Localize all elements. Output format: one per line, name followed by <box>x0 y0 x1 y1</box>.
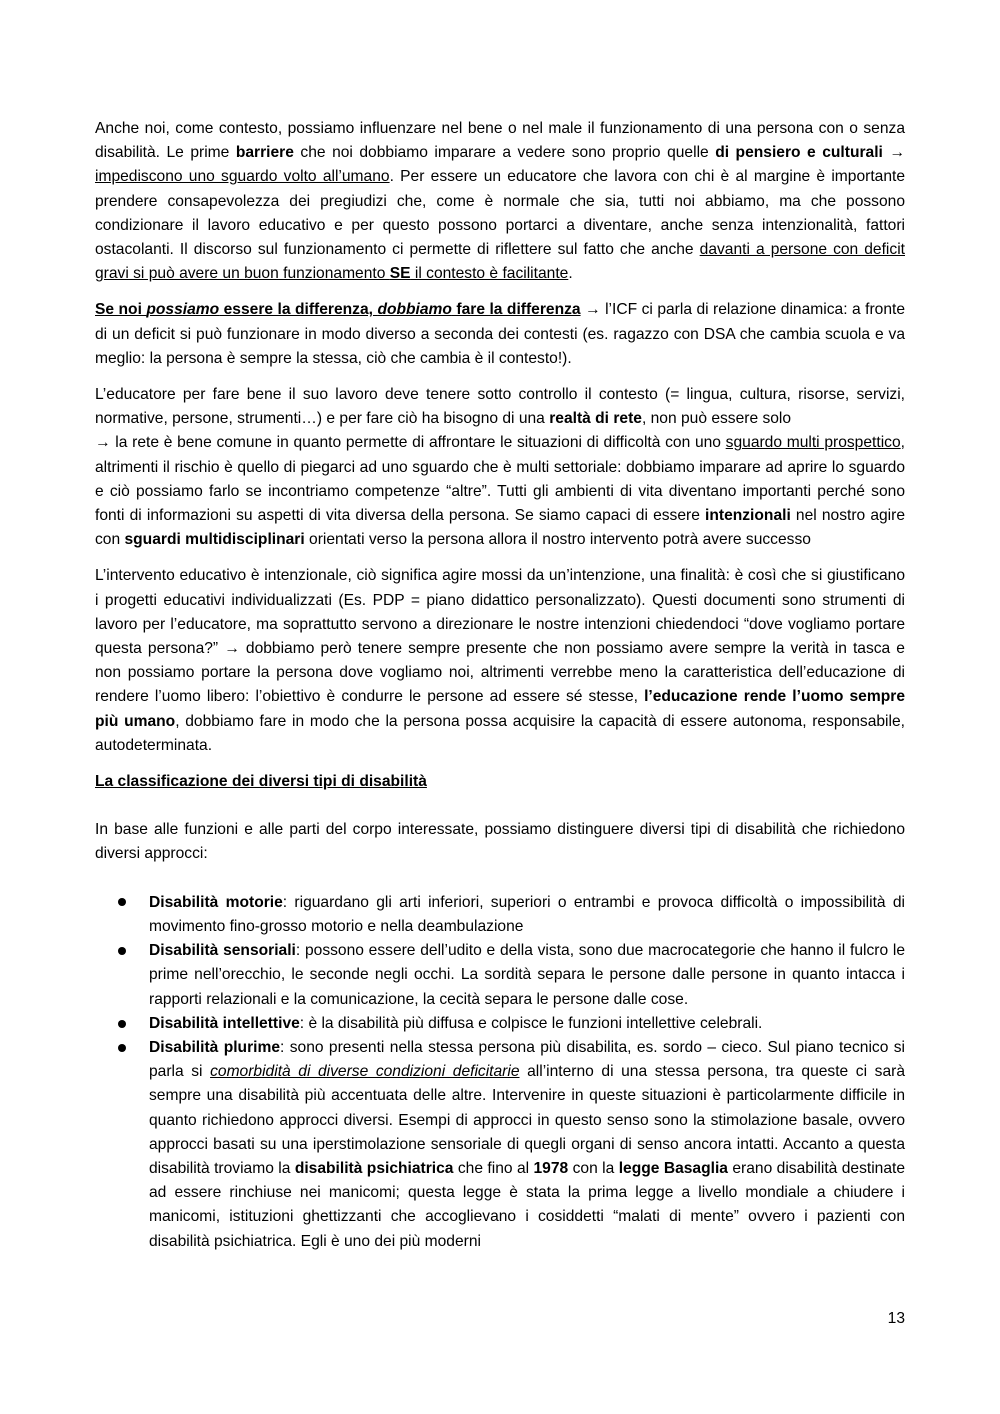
page-body <box>95 117 905 1254</box>
list-item-intellettive <box>95 1012 905 1036</box>
bold-text: l’educazione rende l’uomo sempre più umano <box>95 688 905 730</box>
underlined-text: sguardo multi prospettico <box>725 434 901 452</box>
section-title: La classificazione dei diversi tipi di disabilità <box>95 773 427 791</box>
underlined-text: il contesto è facilitante <box>410 265 569 283</box>
item-text: : sono presenti nella stessa persona più disabilita, es. sordo – cieco. Sul piano tecnico si parla si <box>149 1038 906 1081</box>
text: L’intervento educativo è intenzionale, ciò significa agire mossi da un’intenzione, una finalità: è così che si giustificano i progetti educativi individualizzati (Es. PDP = piano didattico personalizzato). Questi documenti sono strumenti di lavoro per l’educatore, ma soprattutto servono a direzionare le nostre intenzioni chiedendoci “dove vogliamo portare questa persona?” <box>95 567 905 658</box>
italic-text: possiamo <box>146 301 220 319</box>
underlined-text: davanti a persone con deficit gravi si può avere un buon funzionamento <box>95 241 905 283</box>
item-label: Disabilità motorie <box>149 893 283 911</box>
text: orientati verso la persona allora il nostro intervento potrà avere successo <box>304 531 811 549</box>
bold-text: sguardi multidisciplinari <box>124 531 305 549</box>
arrow-icon: → <box>218 640 246 658</box>
bold-text: disabilità psichiatrica <box>294 1159 454 1177</box>
bold-text: legge Basaglia <box>618 1159 728 1177</box>
page-number: 13 <box>887 1310 905 1327</box>
text: l’ICF ci parla di relazione dinamica: a fronte di un deficit si può funzionare in modo diverso a seconda dei contesti (es. ragazzo con DSA che cambia scuola e va meglio: la persona è sempre la stessa, ciò che cambia è il contesto!). <box>95 301 905 367</box>
underlined-bold-text: SE <box>389 265 411 283</box>
list-item-sensoriali <box>95 939 905 1012</box>
text: nel nostro agire con <box>95 507 905 549</box>
text: , non può essere solo <box>641 410 792 428</box>
arrow-icon: → <box>95 434 116 452</box>
text: . Per essere un educatore che lavora con chi è al margine è importante prendere consapevolezza dei pregiudizi che, come è normale che sia, tutti noi abbiamo, ma che possono condizionare il lavoro educativo e per questo possono portarci a diventare, anche senza intenzionalità, fattori ostacolanti. Il discorso sul funzionamento ci permette di riflettere sul fatto che anche <box>95 168 906 259</box>
text: , dobbiamo fare in modo che la persona possa acquisire la capacità di essere autonoma, responsabile, autodeterminata. <box>95 712 905 754</box>
item-label: Disabilità sensoriali <box>149 942 296 960</box>
text: la rete è bene comune in quanto permette di affrontare le situazioni di difficoltà con uno <box>115 434 726 452</box>
item-text: : possono essere dell’udito e della vista, sono due macrocategorie che hanno il fulcro le prime nell’orecchio, le seconde negli occhi. La sordità separa le persone dalle persone in quanto intacca i rapporti relazionali e la comunicazione, la cecità separa le persone dalle cose. <box>149 942 906 1008</box>
text: dobbiamo però tenere sempre presente che non possiamo avere sempre la verità in tasca e non possiamo portare la persona dove vogliamo noi, altrimenti verrebbe meno la caratteristica dell’educazione di rendere l’uomo libero: l’obiettivo è condurre le persone ad essere sé stesse, <box>95 640 905 706</box>
paragraph-context-barriers <box>95 117 905 286</box>
section-intro: In base alle funzioni e alle parti del corpo interessate, possiamo distinguere diversi tipi di disabilità che richiedono diversi approcci: <box>95 821 905 863</box>
paragraph-make-difference <box>95 298 905 371</box>
item-text: : è la disabilità più diffusa e colpisce le funzioni intellettive celebrali. <box>299 1014 763 1032</box>
text: essere la differenza, <box>219 301 378 319</box>
disability-types-list <box>95 891 905 1254</box>
list-item-motorie <box>95 891 905 939</box>
item-text: all’interno di una stessa persona, tra queste ci sarà sempre una disabilità più accentuata delle altre. Intervenire in queste situazioni è particolarmente difficile in quanto richiedono approcci diversi. Esempi di approcci in questo senso sono la stimolazione basale, ovvero approcci basati su una iperstimolazione sensoriale di quegli organi di senso ancora intatti. Accanto a questa disabilità troviamo la <box>149 1063 905 1177</box>
text: Anche noi, come contesto, possiamo influenzare nel bene o nel male il funzionamento di una persona con o senza disabilità. Le prime <box>95 120 905 162</box>
paragraph-educational-intervention <box>95 564 905 758</box>
bold-text: realtà di rete <box>549 410 642 428</box>
underlined-text: impediscono uno sguardo volto all’umano <box>95 168 390 186</box>
bullet-icon <box>118 1020 126 1028</box>
text: Se noi <box>95 301 147 319</box>
italic-text: dobbiamo <box>377 301 452 319</box>
item-text: : riguardano gli arti inferiori, superiori o entrambi e provoca difficoltà o impossibilità di movimento fino-grosso motorio e nella deambulazione <box>149 893 906 935</box>
arrow-icon: → <box>580 301 606 319</box>
paragraph-network <box>95 383 905 552</box>
underlined-italic-text: comorbidità di diverse condizioni deficitarie <box>210 1063 520 1081</box>
bullet-icon <box>118 1044 126 1052</box>
arrow-icon: → <box>882 144 905 162</box>
text: fare la differenza <box>451 301 581 319</box>
bold-text: 1978 <box>533 1159 569 1177</box>
item-text: con la <box>568 1159 619 1177</box>
text: . <box>568 265 573 283</box>
item-label: Disabilità plurime <box>149 1038 281 1056</box>
bold-text: intenzionali <box>705 507 791 525</box>
text: , altrimenti il rischio è quello di piegarci ad uno sguardo che è multi settoriale: dobbiamo imparare ad aprire lo sguardo e ciò possiamo farlo se incontriamo competenze “altre”. Tutti gli ambienti di vita diventano importanti perché sono fonti di informazioni su aspetti di vita diversa della persona. Se siamo capaci di essere <box>95 434 905 525</box>
bold-text: di pensiero e culturali <box>715 144 883 162</box>
item-text: che fino al <box>453 1159 534 1177</box>
bold-text: barriere <box>235 144 294 162</box>
text: che noi dobbiamo imparare a vedere sono proprio quelle <box>293 144 716 162</box>
list-item-plurime <box>95 1036 905 1254</box>
section-heading <box>95 770 905 794</box>
text: L’educatore per fare bene il suo lavoro deve tenere sotto controllo il contesto (= lingua, cultura, risorse, servizi, normative, persone, strumenti…) e per fare ciò ha bisogno di una <box>95 386 905 428</box>
bullet-icon <box>118 947 126 955</box>
bold-underlined-heading <box>95 301 581 318</box>
item-label: Disabilità intellettive <box>149 1014 300 1032</box>
bullet-icon <box>118 898 126 906</box>
item-text: erano disabilità destinate ad essere rinchiuse nei manicomi; questa legge è stata la prima legge a livello mondiale a chiudere i manicomi, istituzioni ghettizzanti che accoglievano i cosiddetti “malati di mente” ovvero i pazienti con disabilità psichiatrica. Egli è uno dei più moderni <box>149 1159 906 1250</box>
